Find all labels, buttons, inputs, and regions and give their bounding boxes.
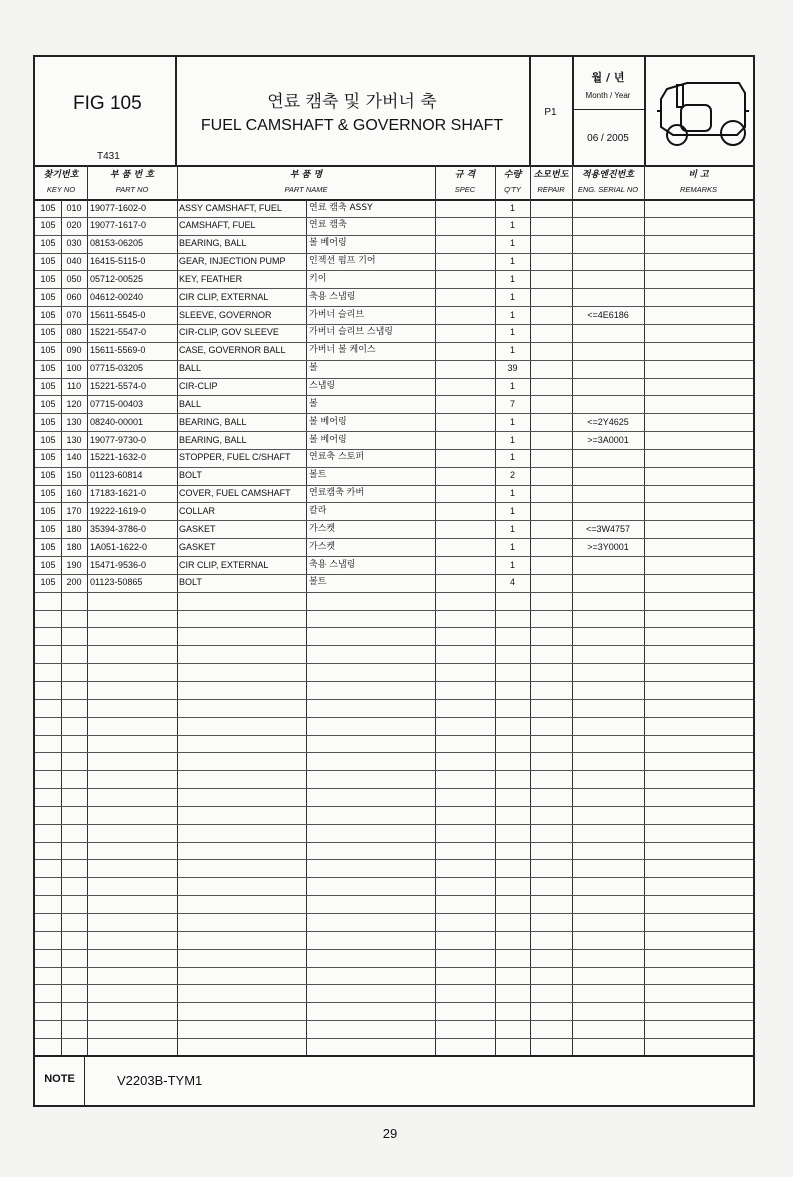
cell-part-name-kr: 가버너 볼 케이스: [309, 345, 376, 356]
cell-part-no: 15611-5569-0: [90, 345, 146, 356]
cell-part-name-kr: 볼트: [309, 470, 327, 481]
cell-fig: 105: [40, 452, 56, 463]
grid-row-line: [35, 806, 753, 807]
grid-row-line: [35, 895, 753, 896]
cell-part-name-kr: 연료캠축 카버: [309, 488, 365, 499]
grid-row-line: [35, 449, 753, 450]
cell-qty: 1: [509, 523, 515, 534]
grid-row-line: [35, 306, 753, 307]
cell-qty: 1: [509, 434, 515, 445]
title-korean: 연료 캠축 및 가버너 축: [267, 92, 437, 112]
cell-part-no: 1A051-1622-0: [90, 541, 148, 552]
cell-part-name-kr: 축용 스냅링: [309, 559, 356, 570]
cell-part-no: 19077-1602-0: [90, 202, 147, 213]
cell-part-name-en: SLEEVE, GOVERNOR: [179, 309, 272, 320]
cell-part-name-kr: 볼 베어링: [309, 238, 347, 249]
figure-box: [35, 57, 177, 165]
cell-qty: 1: [509, 559, 515, 570]
cell-eng-serial: >=3A0001: [587, 434, 629, 445]
cell-fig: 105: [40, 345, 56, 356]
grid-row-line: [35, 253, 753, 254]
month-year-korean: 월 / 년: [591, 71, 625, 84]
cell-part-name-kr: 가버너 슬리브 스냅링: [309, 327, 393, 338]
grid-row-line: [35, 824, 753, 825]
title-english: FUEL CAMSHAFT & GOVERNOR SHAFT: [200, 117, 504, 134]
cell-fig: 105: [40, 363, 56, 374]
grid-row-line: [35, 627, 753, 628]
grid-row-line: [35, 485, 753, 486]
grid-row-line: [35, 395, 753, 396]
cell-part-name-kr: 볼: [309, 398, 318, 409]
grid-row-line: [35, 967, 753, 968]
grid-row-line: [35, 574, 753, 575]
cell-part-name-kr: 연료 캠축: [309, 220, 347, 231]
cell-qty: 1: [509, 327, 515, 338]
cell-part-no: 08240-00001: [90, 416, 144, 427]
page-code-box: [529, 57, 574, 165]
cell-qty: 1: [509, 505, 515, 516]
cell-part-name-en: BEARING, BALL: [179, 238, 247, 249]
grid-row-line: [35, 288, 753, 289]
cell-part-name-en: CASE, GOVERNOR BALL: [179, 345, 286, 356]
cell-fig: 105: [40, 220, 56, 231]
tractor-icon: [647, 71, 751, 151]
cell-part-name-en: BEARING, BALL: [179, 416, 247, 427]
cell-part-no: 15221-5574-0: [90, 381, 147, 391]
grid-row-line: [35, 431, 753, 432]
cell-fig: 105: [40, 577, 56, 588]
cell-eng-serial: <=4E6186: [587, 309, 629, 320]
grid-row-line: [35, 235, 753, 236]
cell-part-name-en: KEY, FEATHER: [179, 273, 243, 284]
cell-fig: 105: [40, 238, 56, 249]
cell-part-name-en: CIR CLIP, EXTERNAL: [179, 559, 269, 570]
page-code: P1: [544, 107, 557, 118]
cell-part-name-kr: 가스켓: [309, 541, 336, 552]
title-box: [175, 57, 531, 165]
cell-fig: 105: [40, 434, 56, 445]
cell-fig: 105: [40, 416, 56, 427]
grid-row-line: [35, 699, 753, 700]
cell-fig: 105: [40, 202, 56, 213]
cell-part-name-kr: 키이: [309, 273, 327, 284]
cell-key-no: 120: [66, 398, 82, 409]
cell-key-no: 040: [66, 256, 82, 267]
grid-row-line: [35, 1020, 753, 1021]
cell-fig: 105: [40, 309, 56, 320]
cell-part-no: 35394-3786-0: [90, 523, 147, 534]
cell-part-name-en: CIR-CLIP: [179, 381, 218, 391]
cell-fig: 105: [40, 256, 56, 267]
cell-fig: 105: [40, 470, 56, 481]
grid-row-line: [35, 717, 753, 718]
col-head-spec: 규 격 SPEC: [435, 165, 495, 201]
grid-row-line: [35, 681, 753, 682]
cell-key-no: 030: [66, 238, 82, 249]
col-head-qty: 수량 Q'TY: [495, 165, 530, 201]
cell-key-no: 050: [66, 273, 82, 284]
note-bar: [35, 1055, 753, 1107]
grid-row-line: [35, 949, 753, 950]
grid-row-line: [35, 1002, 753, 1003]
cell-qty: 7: [509, 398, 515, 409]
grid-row-line: [35, 270, 753, 271]
cell-fig: 105: [40, 523, 56, 534]
cell-part-name-kr: 볼 베어링: [309, 434, 347, 445]
grid-row-line: [35, 413, 753, 414]
figure-sub-code: T431: [97, 151, 120, 162]
cell-part-no: 17183-1621-0: [90, 488, 147, 499]
cell-part-no: 01123-60814: [90, 470, 143, 481]
col-head-eng-serial: 적용엔진번호 ENG. SERIAL NO: [572, 165, 644, 201]
grid-row-line: [35, 342, 753, 343]
grid-row-line: [35, 467, 753, 468]
cell-part-name-en: BEARING, BALL: [179, 434, 247, 445]
grid-row-line: [35, 217, 753, 218]
cell-part-name-en: BOLT: [179, 470, 202, 481]
cell-part-name-kr: 축용 스냅링: [309, 291, 356, 302]
sheet-header: [35, 57, 753, 167]
cell-key-no: 110: [66, 381, 82, 391]
grid-row-line: [35, 538, 753, 539]
cell-key-no: 160: [66, 488, 82, 499]
col-head-part-name: 부 품 명 PART NAME: [177, 165, 435, 201]
cell-part-name-en: STOPPER, FUEL C/SHAFT: [179, 452, 291, 463]
cell-part-name-en: CIR CLIP, EXTERNAL: [179, 291, 269, 302]
cell-key-no: 070: [66, 309, 82, 320]
cell-fig: 105: [40, 488, 56, 499]
cell-key-no: 140: [66, 452, 82, 463]
cell-key-no: 100: [66, 363, 82, 374]
cell-key-no: 200: [66, 577, 82, 588]
cell-part-name-en: CAMSHAFT, FUEL: [179, 220, 256, 231]
grid-row-line: [35, 1038, 753, 1039]
month-year-box: [572, 57, 646, 165]
cell-part-name-kr: 칼라: [309, 505, 327, 516]
grid-row-line: [35, 788, 753, 789]
cell-part-name-kr: 가버너 슬리브: [309, 309, 365, 320]
cell-part-name-en: GASKET: [179, 541, 216, 552]
cell-qty: 1: [509, 238, 515, 249]
grid-row-line: [35, 984, 753, 985]
cell-part-no: 15221-5547-0: [90, 327, 147, 338]
cell-qty: 2: [509, 470, 515, 481]
grid-row-line: [35, 859, 753, 860]
cell-key-no: 150: [66, 470, 82, 481]
cell-part-no: 07715-00403: [90, 398, 144, 409]
cell-fig: 105: [40, 381, 56, 391]
cell-part-name-en: BALL: [179, 398, 202, 409]
cell-key-no: 020: [66, 220, 82, 231]
cell-fig: 105: [40, 273, 56, 284]
grid-row-line: [35, 842, 753, 843]
grid-row-line: [35, 520, 753, 521]
cell-part-name-kr: 가스켓: [309, 523, 336, 534]
grid-row-line: [35, 610, 753, 611]
grid-row-line: [35, 592, 753, 593]
cell-part-no: 16415-5115-0: [90, 256, 146, 267]
note-value: V2203B-TYM1: [117, 1073, 203, 1088]
col-head-part-no: 부 품 번 호 PART NO: [87, 165, 177, 201]
cell-qty: 1: [509, 220, 515, 231]
col-head-remarks: 비 고 REMARKS: [644, 165, 753, 201]
cell-part-name-en: COVER, FUEL CAMSHAFT: [179, 488, 291, 499]
cell-part-name-en: CIR-CLIP, GOV SLEEVE: [179, 327, 279, 338]
cell-key-no: 130: [66, 416, 82, 427]
cell-key-no: 180: [66, 523, 82, 534]
parts-table: [35, 165, 753, 1055]
cell-qty: 1: [509, 291, 515, 302]
col-head-repair: 소모번도 REPAIR: [530, 165, 572, 201]
cell-eng-serial: <=3W4757: [585, 523, 631, 534]
grid-row-line: [35, 770, 753, 771]
cell-eng-serial: >=3Y0001: [587, 541, 629, 552]
grid-row-line: [35, 645, 753, 646]
cell-part-no: 15611-5545-0: [90, 309, 146, 320]
cell-part-no: 05712-00525: [90, 273, 144, 284]
cell-part-no: 19077-9730-0: [90, 434, 147, 445]
cell-fig: 105: [40, 505, 56, 516]
grid-row-line: [35, 877, 753, 878]
cell-qty: 1: [509, 541, 515, 552]
cell-qty: 39: [507, 363, 518, 374]
cell-fig: 105: [40, 398, 56, 409]
cell-part-no: 19077-1617-0: [90, 220, 147, 231]
cell-fig: 105: [40, 327, 56, 338]
page-number: 29: [382, 1126, 398, 1141]
cell-qty: 1: [509, 273, 515, 284]
cell-key-no: 090: [66, 345, 82, 356]
cell-part-name-kr: 연료 캠축 ASSY: [309, 202, 373, 213]
cell-part-no: 01123-50865: [90, 577, 143, 588]
cell-key-no: 080: [66, 327, 82, 338]
cell-fig: 105: [40, 541, 56, 552]
cell-part-no: 19222-1619-0: [90, 505, 147, 516]
cell-part-name-en: GEAR, INJECTION PUMP: [179, 256, 286, 267]
cell-qty: 1: [509, 416, 515, 427]
cell-fig: 105: [40, 291, 56, 302]
cell-part-name-kr: 볼: [309, 363, 318, 374]
cell-qty: 4: [509, 577, 515, 588]
grid-row-line: [35, 931, 753, 932]
parts-sheet: [33, 55, 755, 1107]
grid-row-line: [35, 360, 753, 361]
grid-row-line: [35, 378, 753, 379]
cell-qty: 1: [509, 256, 515, 267]
figure-number: FIG 105: [73, 93, 142, 114]
cell-qty: 1: [509, 202, 515, 213]
cell-qty: 1: [509, 452, 515, 463]
cell-part-name-kr: 볼트: [309, 577, 327, 588]
cell-part-no: 04612-00240: [90, 291, 144, 302]
grid-row-line: [35, 752, 753, 753]
cell-part-no: 15471-9536-0: [90, 559, 147, 570]
cell-part-no: 08153-06205: [90, 238, 144, 249]
cell-key-no: 010: [66, 202, 82, 213]
cell-part-name-en: BOLT: [179, 577, 202, 588]
col-head-key: 찾기번호 KEY NO: [35, 165, 87, 201]
cell-key-no: 180: [66, 541, 82, 552]
cell-part-no: 07715-03205: [90, 363, 144, 374]
grid-row-line: [35, 735, 753, 736]
grid-row-line: [35, 913, 753, 914]
note-label: NOTE: [35, 1057, 85, 1107]
cell-part-name-kr: 연료축 스토퍼: [309, 452, 365, 463]
cell-key-no: 190: [66, 559, 82, 570]
grid-row-line: [35, 556, 753, 557]
cell-part-no: 15221-1632-0: [90, 452, 147, 463]
cell-part-name-kr: 인젝션 펌프 기어: [309, 256, 376, 267]
cell-key-no: 060: [66, 291, 82, 302]
cell-qty: 1: [509, 345, 515, 356]
cell-part-name-kr: 스냅링: [309, 381, 336, 391]
cell-part-name-en: BALL: [179, 363, 202, 374]
cell-qty: 1: [509, 309, 515, 320]
cell-qty: 1: [509, 381, 515, 391]
grid-row-line: [35, 502, 753, 503]
grid-row-line: [35, 663, 753, 664]
grid-row-line: [35, 324, 753, 325]
cell-key-no: 170: [66, 505, 82, 516]
month-year-value: 06 / 2005: [587, 133, 629, 144]
cell-fig: 105: [40, 559, 56, 570]
cell-qty: 1: [509, 488, 515, 499]
month-year-english: Month / Year: [585, 91, 631, 100]
cell-part-name-en: ASSY CAMSHAFT, FUEL: [179, 202, 282, 213]
cell-part-name-en: GASKET: [179, 523, 216, 534]
cell-part-name-en: COLLAR: [179, 505, 216, 516]
cell-part-name-kr: 볼 베어링: [309, 416, 347, 427]
cell-eng-serial: <=2Y4625: [587, 416, 629, 427]
cell-key-no: 130: [66, 434, 82, 445]
